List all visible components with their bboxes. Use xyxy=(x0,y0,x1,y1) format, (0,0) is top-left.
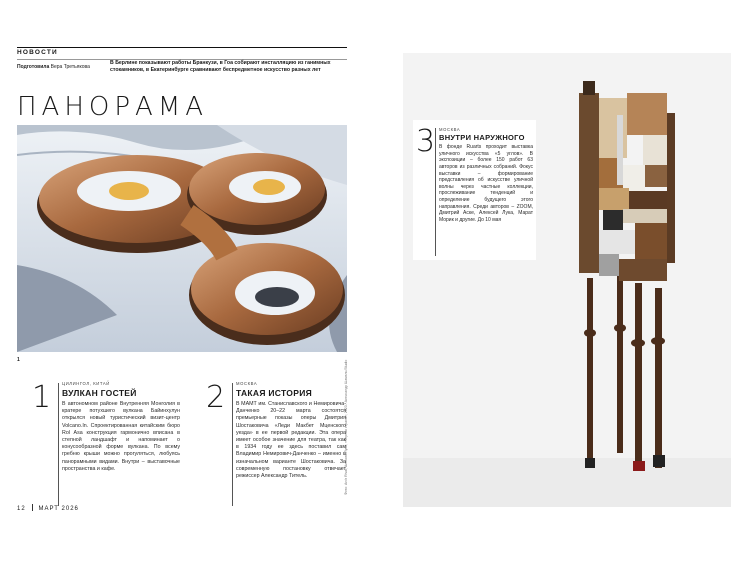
byline xyxy=(17,64,90,70)
byline-label: Подготовила xyxy=(17,64,50,70)
article-rule xyxy=(232,383,233,506)
article-number: 2 xyxy=(206,380,226,415)
article-title: ТАКАЯ ИСТОРИЯ xyxy=(236,388,313,398)
lead-text: В Берлине показывают работы Бранкузи, в Гоа собирают инсталляцию из ганимных стокамников, в Екатеринбурге сравнивают беспредметное искусство разных лет xyxy=(110,60,331,73)
folio-divider xyxy=(32,504,33,511)
volcano-photo-illustration xyxy=(17,125,347,352)
article-city: МОСКВА xyxy=(439,127,461,132)
article-rule xyxy=(58,383,59,506)
article-city: ЦИЛИНГОЛ, КИТАЙ xyxy=(62,381,110,386)
article-body: В МАМТ им. Станиславского и Немировича-Данченко 20–22 марта состоятся премьерные показы оперы Дмитрия Шостаковича «Леди Макбет Мценского уезда» в ее первой редакции. Эта опера имеет особое значение для театра, так как в 1934 году ее здесь поставил сам Владимир Немирович-Данченко – именно в изначальном варианте Шостаковича. За современную постановку отвечает режиссер Александр Титель. xyxy=(236,401,346,480)
article-body: В фонде Ruarts проходит выставка уличного искусства «5 углов». В экспозиции – более 150 работ 63 авторов из различных собраний. Фокус выставки – формирование представления об искусстве уличной волны через частные коллекции, прослеживание тенденций и определение будущего этого направления. Среди авторов – ZOOM, Дмитрий Аске, Алексей Лука, Марат Морик и другие. До 10 мая xyxy=(439,144,533,224)
photo-credit: Фото: Arch Rival; Алексей Лука; «Черная страна»; 2023 / Александр Шамель/Studio xyxy=(344,359,348,495)
page-title: ПАНОРАМА xyxy=(17,92,209,122)
issue-date: МАРТ 2026 xyxy=(38,506,79,512)
article-title: ВНУТРИ НАРУЖНОГО xyxy=(439,133,525,142)
article-number: 3 xyxy=(416,124,436,159)
article-rule xyxy=(435,128,436,256)
volcano-photo xyxy=(17,125,347,352)
section-rubric xyxy=(17,47,347,60)
rubric-label: НОВОСТИ xyxy=(17,49,58,56)
article-title: ВУЛКАН ГОСТЕЙ xyxy=(62,388,137,398)
page-folio xyxy=(17,504,79,512)
byline-name: Вера Третьякова xyxy=(50,64,90,70)
article-body: В автономном районе Внутренняя Монголия в кратере потухшего вулкана Байинхулун открылся новый туристический визит-центр Volcano.In. Спроектированная китайским бюро Rol Asa конструкция гармонично вписана в степной ландшафт и напоминает о конусообразной форме вулкана. По всему гребню крыши можно прогуляться, любуясь панорамными видами. Внутри – выставочные пространства и кафе. xyxy=(62,401,180,472)
photo-number: 1 xyxy=(17,357,20,363)
page-number: 12 xyxy=(17,506,26,512)
article-city: МОСКВА xyxy=(236,381,258,386)
article-3-box xyxy=(413,120,536,260)
article-number: 1 xyxy=(32,380,52,415)
